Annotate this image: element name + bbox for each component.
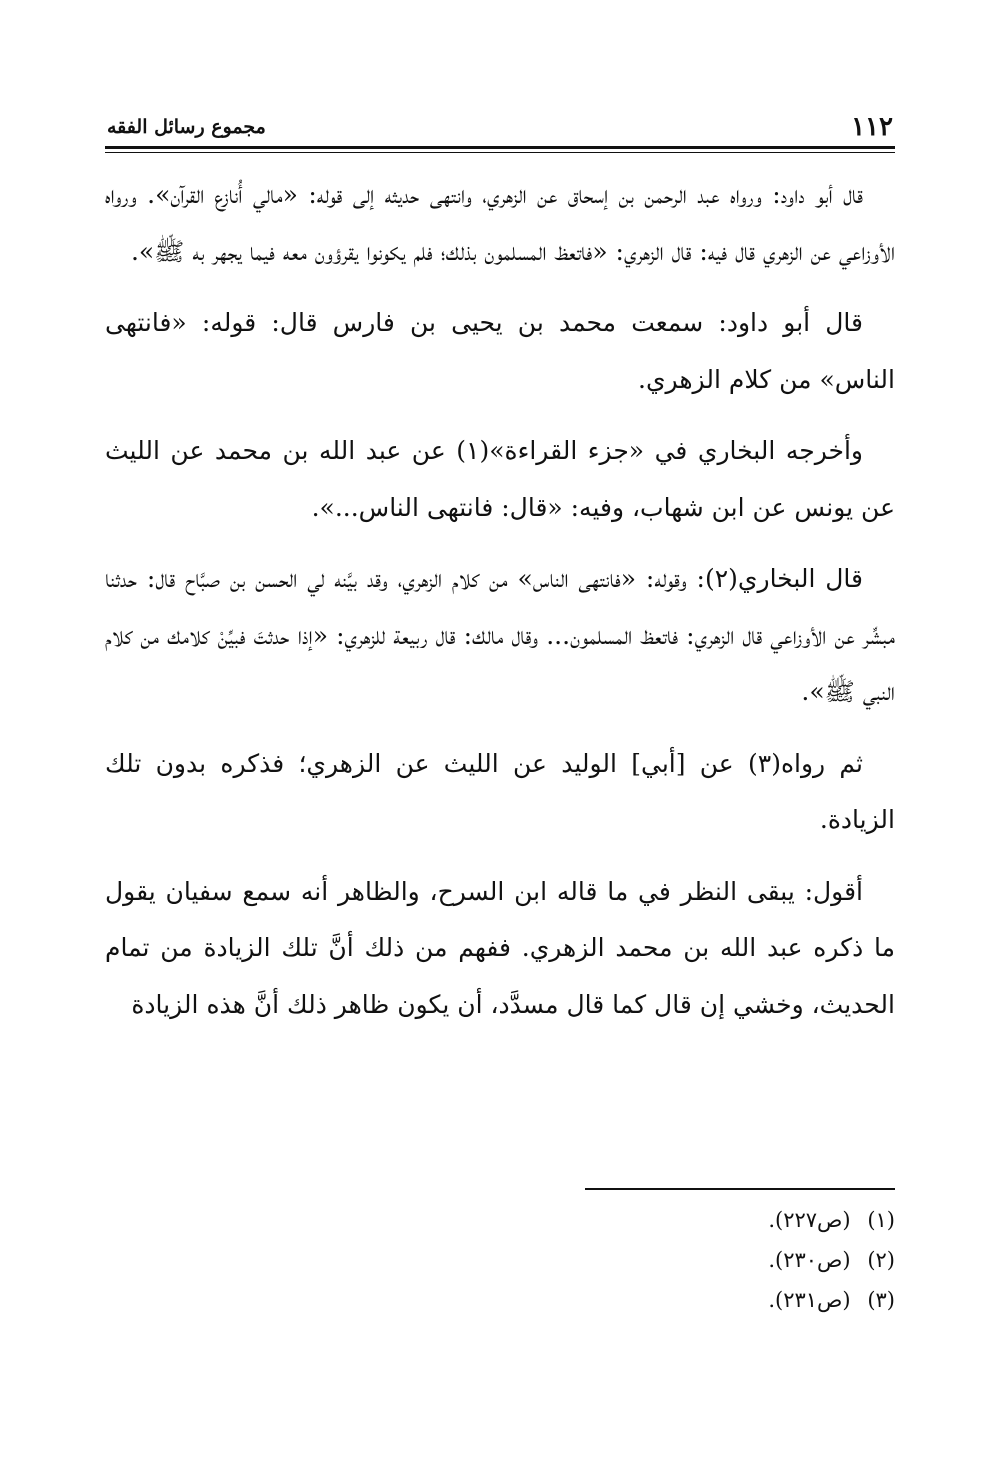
paragraph-6: أقول: يبقى النظر في ما قاله ابن السرح، والظاهر أنه سمع سفيان يقول ما ذكره عبد الله بن محمد الزهري. ففهم من ذلك أنَّ تلك الزيادة من تمام الحديث، وخشي إن قال كما قال مسدَّد، أن يكون ظاهر ذلك أنَّ هذه الزيادة [105,876,895,1019]
page-number: ١١٢ [851,112,893,142]
footnote-text: (ص٢٣٠). [768,1248,851,1272]
paragraph-4: قال البخاري(٢): وقوله: «فانتهى الناس» من كلام الزهري، وقد بيَّنه لي الحسن بن صبَّاح قال: حدثنا مبشِّر عن الأوزاعي قال الزهري: فاتعظ المسلمون... وقال مالك: قال ربيعة للزهري: «إذا حدثتَ فبيِّنْ كلامك من كلام النبي ﷺ». [105,564,895,706]
paragraph-1: قال أبو داود: ورواه عبد الرحمن بن إسحاق عن الزهري، وانتهى حديثه إلى قوله: «مالي أُنازع القرآن». ورواه الأوزاعي عن الزهري قال فيه: قال الزهري: «فاتعظ المسلمون بذلك؛ فلم يكونوا يقرؤون معه فيما يجهر به ﷺ». [105,180,895,266]
book-page [105,108,895,1358]
paragraph-5: ثم رواه(٣) عن [أبي] الوليد عن الليث عن الزهري؛ فذكره بدون تلك الزيادة. [105,748,895,834]
header-rule-thin [105,152,895,153]
footnote-text: (ص٢٣١). [768,1288,851,1312]
running-title: مجموع رسائل الفقه [107,116,266,138]
footnote-marker: (٣) [867,1288,895,1312]
footnote-2 [105,1240,895,1280]
footnote-1 [105,1200,895,1240]
header-rule [105,146,895,149]
footnote-marker: (٢) [867,1248,895,1272]
footnote-marker: (١) [867,1208,895,1232]
footnote-3 [105,1280,895,1320]
page-header [105,108,895,142]
footnotes [105,1200,895,1320]
footnote-rule [585,1188,895,1190]
footnote-text: (ص٢٢٧). [768,1208,851,1232]
paragraph-3: وأخرجه البخاري في «جزء القراءة»(١) عن عبد الله بن محمد عن الليث عن يونس عن ابن شهاب، وفيه: «قال: فانتهى الناس...». [105,436,895,522]
paragraph-2: قال أبو داود: سمعت محمد بن يحيى بن فارس قال: قوله: «فانتهى الناس» من كلام الزهري. [105,308,895,394]
body-text [105,167,895,1033]
